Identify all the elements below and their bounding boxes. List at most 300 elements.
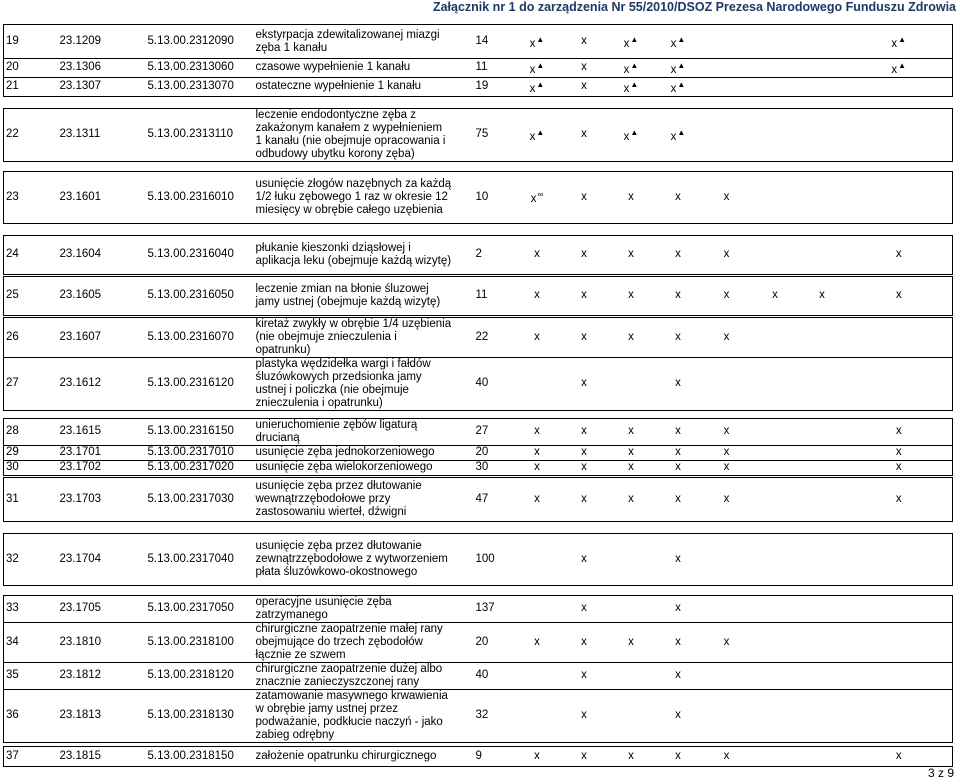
- triangle-marker-icon: ▲: [677, 61, 686, 70]
- icd-code: 23.1701: [58, 445, 146, 460]
- procedure-description: ekstyrpacja zdewitalizowanej miazgi zęba 1 kanału: [254, 25, 454, 59]
- service-code: 5.13.00.2316010: [146, 171, 254, 223]
- marker-cell: [846, 622, 953, 662]
- marker-cell: [608, 77, 655, 96]
- marker-cell: [752, 746, 799, 766]
- procedure-description: chirurgiczne zaopatrzenie małej rany obejmujące do trzech zębodołów łącznie ze szwem: [254, 622, 454, 662]
- marker-cell: [702, 108, 752, 161]
- marker-x: x: [895, 289, 902, 302]
- marker-x: x: [675, 552, 681, 565]
- marker-cell: [655, 662, 702, 689]
- table-row: [4, 108, 953, 161]
- row-number: 19: [4, 25, 58, 59]
- marker-cell: [702, 171, 752, 223]
- marker-cell: [608, 276, 655, 315]
- marker-cell: [655, 59, 702, 78]
- marker-cell: [561, 460, 608, 475]
- marker-cell: [846, 59, 953, 78]
- marker-x: x: [530, 193, 537, 206]
- page-number: 3 z 9: [927, 766, 954, 780]
- marker-cell: [702, 77, 752, 96]
- table-row: [4, 77, 953, 96]
- table-row: [4, 662, 953, 689]
- marker-x: x: [529, 82, 536, 95]
- marker-cell: [608, 689, 655, 742]
- marker-x: x: [581, 492, 587, 505]
- table-row: [4, 460, 953, 475]
- marker-x: x: [675, 330, 681, 343]
- points-value: 30: [454, 460, 514, 475]
- row-number: 29: [4, 445, 58, 460]
- row-number: 33: [4, 595, 58, 622]
- service-code: 5.13.00.2317050: [146, 595, 254, 622]
- row-number: 35: [4, 662, 58, 689]
- marker-x: x: [529, 130, 536, 143]
- marker-cell: [846, 418, 953, 445]
- procedure-description: usunięcie zęba przez dłutowanie wewnątrzzębodołowe przy zastosowaniu wierteł, dźwigni: [254, 477, 454, 521]
- row-number: 20: [4, 59, 58, 78]
- marker-cell: [514, 59, 561, 78]
- service-code: 5.13.00.2312090: [146, 25, 254, 59]
- marker-cell: [655, 746, 702, 766]
- marker-cell: [608, 662, 655, 689]
- procedure-description: operacyjne usunięcie zęba zatrzymanego: [254, 595, 454, 622]
- marker-x: x: [534, 330, 540, 343]
- marker-x: x: [723, 749, 730, 762]
- service-code: 5.13.00.2316120: [146, 357, 254, 410]
- icd-code: 23.1703: [58, 477, 146, 521]
- marker-cell: [561, 59, 608, 78]
- marker-x: x: [772, 289, 778, 302]
- marker-cell: [846, 77, 953, 96]
- procedure-description: leczenie endodontyczne zęba z zakażonym kanałem z wypełnieniem 1 kanału (nie obejmuje opracowania i odbudowy ubytku korony zęba): [254, 108, 454, 161]
- marker-x: x: [628, 330, 634, 343]
- marker-x: x: [534, 461, 540, 474]
- marker-cell: [799, 445, 846, 460]
- marker-cell: [799, 533, 846, 585]
- marker-x: x: [534, 492, 540, 505]
- row-number: 27: [4, 357, 58, 410]
- marker-cell: [514, 357, 561, 410]
- marker-x: x: [529, 63, 536, 76]
- marker-x: x: [670, 63, 677, 76]
- marker-cell: [608, 171, 655, 223]
- marker-x: x: [895, 446, 902, 459]
- marker-cell: [846, 235, 953, 274]
- points-value: 11: [454, 276, 514, 315]
- marker-x: x: [628, 425, 634, 438]
- service-code: 5.13.00.2317010: [146, 445, 254, 460]
- points-value: 47: [454, 477, 514, 521]
- marker-x: x: [675, 248, 681, 261]
- icd-code: 23.1307: [58, 77, 146, 96]
- marker-cell: [561, 622, 608, 662]
- marker-cell: [514, 622, 561, 662]
- marker-cell: [655, 445, 702, 460]
- marker-x: x: [675, 669, 681, 682]
- marker-cell: [655, 171, 702, 223]
- marker-cell: [702, 25, 752, 59]
- marker-cell: [752, 622, 799, 662]
- procedure-description: ostateczne wypełnienie 1 kanału: [254, 77, 454, 96]
- marker-cell: [514, 25, 561, 59]
- marker-x: x: [623, 130, 630, 143]
- marker-cell: [846, 171, 953, 223]
- icd-code: 23.1815: [58, 746, 146, 766]
- marker-cell: [561, 418, 608, 445]
- marker-x: x: [581, 80, 587, 93]
- marker-cell: [655, 460, 702, 475]
- procedure-description: chirurgiczne zaopatrzenie dużej albo znacznie zanieczyszczonej rany: [254, 662, 454, 689]
- table-row: [4, 418, 953, 445]
- icd-code: 23.1607: [58, 317, 146, 357]
- marker-cell: [702, 622, 752, 662]
- marker-x: x: [628, 461, 634, 474]
- marker-x: x: [581, 128, 587, 141]
- marker-cell: [514, 460, 561, 475]
- points-value: 11: [454, 59, 514, 78]
- points-value: 27: [454, 418, 514, 445]
- marker-cell: [846, 317, 953, 357]
- service-code: 5.13.00.2316070: [146, 317, 254, 357]
- marker-x: x: [628, 749, 634, 762]
- triangle-marker-icon: ▲: [677, 79, 686, 89]
- triangle-marker-icon: ▲: [536, 79, 545, 89]
- service-code: 5.13.00.2313060: [146, 59, 254, 78]
- marker-cell: [702, 746, 752, 766]
- icd-code: 23.1209: [58, 25, 146, 59]
- points-value: 19: [454, 77, 514, 96]
- marker-cell: [752, 662, 799, 689]
- triangle-marker-icon: ▲: [630, 61, 639, 70]
- marker-x: x: [628, 492, 634, 505]
- marker-cell: [752, 533, 799, 585]
- marker-cell: [608, 746, 655, 766]
- marker-cell: [608, 108, 655, 161]
- service-code: 5.13.00.2317020: [146, 460, 254, 475]
- marker-x: x: [675, 377, 681, 390]
- marker-cell: [799, 276, 846, 315]
- marker-cell: [514, 171, 561, 223]
- marker-x: x: [670, 130, 677, 143]
- triangle-marker-icon: ▲: [677, 127, 686, 137]
- marker-x: x: [675, 492, 681, 505]
- marker-cell: [799, 357, 846, 410]
- marker-cell: [799, 235, 846, 274]
- marker-cell: [702, 662, 752, 689]
- marker-cell: [655, 689, 702, 742]
- marker-cell: [514, 445, 561, 460]
- marker-cell: [846, 460, 953, 475]
- marker-cell: [752, 595, 799, 622]
- icd-code: 23.1810: [58, 622, 146, 662]
- marker-cell: [514, 418, 561, 445]
- marker-cell: [799, 622, 846, 662]
- procedures-table: [3, 24, 953, 767]
- points-value: 10: [454, 171, 514, 223]
- marker-cell: [702, 59, 752, 78]
- service-code: 5.13.00.2316040: [146, 235, 254, 274]
- marker-cell: [752, 77, 799, 96]
- marker-cell: [752, 689, 799, 742]
- marker-cell: [561, 77, 608, 96]
- marker-x: x: [675, 635, 681, 648]
- marker-cell: [846, 108, 953, 161]
- marker-cell: [608, 418, 655, 445]
- service-code: 5.13.00.2313110: [146, 108, 254, 161]
- marker-x: x: [895, 461, 902, 474]
- marker-x: x: [581, 190, 587, 203]
- marker-cell: [846, 25, 953, 59]
- icd-code: 23.1311: [58, 108, 146, 161]
- marker-x: x: [534, 635, 540, 648]
- marker-cell: [514, 689, 561, 742]
- marker-cell: [752, 445, 799, 460]
- marker-cell: [655, 357, 702, 410]
- marker-cell: [799, 595, 846, 622]
- marker-x: x: [534, 425, 540, 438]
- marker-x: x: [723, 289, 730, 302]
- table-row: [4, 689, 953, 742]
- marker-cell: [846, 662, 953, 689]
- points-value: 100: [454, 533, 514, 585]
- row-number: 23: [4, 171, 58, 223]
- marker-x: x: [723, 461, 730, 474]
- points-value: 32: [454, 689, 514, 742]
- marker-x: x: [529, 37, 536, 50]
- marker-cell: [702, 276, 752, 315]
- service-code: 5.13.00.2313070: [146, 77, 254, 96]
- table-row: [4, 317, 953, 357]
- row-number: 37: [4, 746, 58, 766]
- triangle-marker-icon: ▲: [630, 127, 639, 137]
- marker-x: x: [675, 709, 681, 722]
- marker-cell: [702, 595, 752, 622]
- marker-cell: [752, 317, 799, 357]
- marker-cell: [655, 317, 702, 357]
- procedure-description: czasowe wypełnienie 1 kanału: [254, 59, 454, 78]
- row-number: 36: [4, 689, 58, 742]
- marker-x: x: [723, 248, 730, 261]
- marker-cell: [846, 477, 953, 521]
- marker-x: x: [623, 37, 630, 50]
- marker-cell: [608, 445, 655, 460]
- marker-x: x: [670, 82, 677, 95]
- procedure-description: kiretaż zwykły w obrębie 1/4 uzębienia (nie obejmuje znieczulenia i opatrunku): [254, 317, 454, 357]
- table-row: [4, 445, 953, 460]
- marker-cell: [702, 460, 752, 475]
- marker-cell: [799, 418, 846, 445]
- marker-cell: [561, 595, 608, 622]
- points-value: 22: [454, 317, 514, 357]
- triangle-marker-icon: ▲: [898, 61, 907, 70]
- marker-cell: [752, 276, 799, 315]
- procedure-description: usunięcie zęba jednokorzeniowego: [254, 445, 454, 460]
- service-code: 5.13.00.2316150: [146, 418, 254, 445]
- marker-cell: [752, 25, 799, 59]
- marker-x: x: [623, 63, 630, 76]
- marker-x: x: [581, 377, 587, 390]
- service-code: 5.13.00.2318150: [146, 746, 254, 766]
- procedure-description: płukanie kieszonki dziąsłowej i aplikacja leku (obejmuje każdą wizytę): [254, 235, 454, 274]
- marker-x: x: [891, 63, 898, 76]
- marker-cell: [752, 59, 799, 78]
- marker-x: x: [819, 289, 825, 302]
- marker-cell: [799, 77, 846, 96]
- marker-x: x: [628, 289, 634, 302]
- triangle-marker-icon: ▲: [536, 34, 545, 44]
- marker-cell: [514, 533, 561, 585]
- marker-x: x: [581, 749, 587, 762]
- table-row: [4, 746, 953, 766]
- row-number: 32: [4, 533, 58, 585]
- points-value: 40: [454, 357, 514, 410]
- marker-cell: [752, 171, 799, 223]
- marker-x: x: [534, 289, 540, 302]
- marker-cell: [846, 746, 953, 766]
- points-value: 2: [454, 235, 514, 274]
- marker-cell: [655, 533, 702, 585]
- marker-cell: [561, 662, 608, 689]
- marker-x: x: [675, 446, 681, 459]
- service-code: 5.13.00.2317030: [146, 477, 254, 521]
- procedure-description: założenie opatrunku chirurgicznego: [254, 746, 454, 766]
- icd-code: 23.1813: [58, 689, 146, 742]
- marker-cell: [799, 460, 846, 475]
- marker-cell: [702, 477, 752, 521]
- marker-cell: [702, 533, 752, 585]
- table-row: [4, 25, 953, 59]
- marker-cell: [702, 689, 752, 742]
- points-value: 20: [454, 622, 514, 662]
- service-code: 5.13.00.2316050: [146, 276, 254, 315]
- marker-x: x: [534, 248, 540, 261]
- marker-cell: [514, 317, 561, 357]
- marker-x: x: [581, 446, 587, 459]
- marker-x: x: [675, 749, 681, 762]
- marker-cell: [752, 357, 799, 410]
- procedure-description: plastyka wędzidełka wargi i fałdów śluzówkowych przedsionka jamy ustnej i policzka (nie obejmuje znieczulenia i opatrunku): [254, 357, 454, 410]
- marker-x: x: [895, 749, 902, 762]
- marker-cell: [799, 59, 846, 78]
- marker-x: x: [534, 446, 540, 459]
- marker-cell: [655, 418, 702, 445]
- marker-x: x: [581, 61, 587, 74]
- marker-cell: [799, 317, 846, 357]
- triangle-marker-icon: ▲: [630, 79, 639, 89]
- icd-code: 23.1604: [58, 235, 146, 274]
- procedure-description: usunięcie zęba przez dłutowanie zewnątrzzębodołowe z wytworzeniem płata śluzówkowo-okostnowego: [254, 533, 454, 585]
- service-code: 5.13.00.2318100: [146, 622, 254, 662]
- marker-cell: [561, 477, 608, 521]
- marker-cell: [752, 460, 799, 475]
- marker-cell: [608, 477, 655, 521]
- marker-x: x: [581, 289, 587, 302]
- marker-cell: [561, 533, 608, 585]
- points-value: 40: [454, 662, 514, 689]
- marker-cell: [514, 746, 561, 766]
- service-code: 5.13.00.2318130: [146, 689, 254, 742]
- row-number: 34: [4, 622, 58, 662]
- marker-x: x: [675, 602, 681, 615]
- service-code: 5.13.00.2317040: [146, 533, 254, 585]
- triangle-marker-icon: ▲: [677, 34, 686, 44]
- icd-code: 23.1705: [58, 595, 146, 622]
- icd-code: 23.1605: [58, 276, 146, 315]
- marker-cell: [846, 595, 953, 622]
- marker-cell: [799, 108, 846, 161]
- marker-cell: [561, 317, 608, 357]
- marker-x: x: [581, 425, 587, 438]
- marker-cell: [702, 357, 752, 410]
- marker-cell: [561, 276, 608, 315]
- marker-x: x: [675, 289, 681, 302]
- marker-cell: [561, 235, 608, 274]
- marker-cell: [608, 59, 655, 78]
- marker-cell: [702, 445, 752, 460]
- marker-x: x: [628, 190, 634, 203]
- marker-cell: [846, 357, 953, 410]
- marker-cell: [561, 108, 608, 161]
- marker-cell: [514, 77, 561, 96]
- marker-cell: [514, 662, 561, 689]
- marker-cell: [655, 622, 702, 662]
- marker-x: x: [723, 190, 730, 203]
- marker-x: x: [670, 37, 677, 50]
- marker-x: x: [623, 82, 630, 95]
- icd-code: 23.1702: [58, 460, 146, 475]
- marker-cell: [799, 477, 846, 521]
- marker-cell: [655, 595, 702, 622]
- marker-x: x: [675, 425, 681, 438]
- marker-cell: [752, 477, 799, 521]
- marker-x: x: [581, 635, 587, 648]
- icd-code: 23.1612: [58, 357, 146, 410]
- marker-x: x: [675, 461, 681, 474]
- procedure-description: usunięcie złogów nazębnych za każdą 1/2 łuku zębowego 1 raz w okresie 12 miesięcy w obrębie całego uzębienia: [254, 171, 454, 223]
- marker-x: x: [628, 635, 634, 648]
- triangle-marker-icon: ▲: [898, 34, 907, 44]
- document-header: Załącznik nr 1 do zarządzenia Nr 55/2010/DSOZ Prezesa Narodowego Funduszu Zdrowia: [432, 0, 956, 14]
- marker-cell: [561, 25, 608, 59]
- row-number: 25: [4, 276, 58, 315]
- marker-x: x: [581, 330, 587, 343]
- marker-cell: [608, 25, 655, 59]
- marker-x: x: [895, 248, 902, 261]
- marker-x: x: [723, 446, 730, 459]
- marker-cell: [702, 235, 752, 274]
- table-row: [4, 171, 953, 223]
- marker-cell: [799, 689, 846, 742]
- marker-cell: [608, 357, 655, 410]
- triangle-marker-icon: ▲: [536, 61, 545, 70]
- table-row: [4, 235, 953, 274]
- points-value: 20: [454, 445, 514, 460]
- marker-cell: [514, 276, 561, 315]
- icd-code: 23.1704: [58, 533, 146, 585]
- marker-cell: [608, 317, 655, 357]
- table-row: [4, 477, 953, 521]
- marker-x: x: [723, 492, 730, 505]
- marker-cell: [655, 477, 702, 521]
- marker-cell: [655, 108, 702, 161]
- points-value: 75: [454, 108, 514, 161]
- triangle-marker-icon: ▲: [630, 34, 639, 44]
- marker-cell: [799, 746, 846, 766]
- marker-x: x: [534, 749, 540, 762]
- marker-cell: [846, 533, 953, 585]
- marker-x: x: [581, 461, 587, 474]
